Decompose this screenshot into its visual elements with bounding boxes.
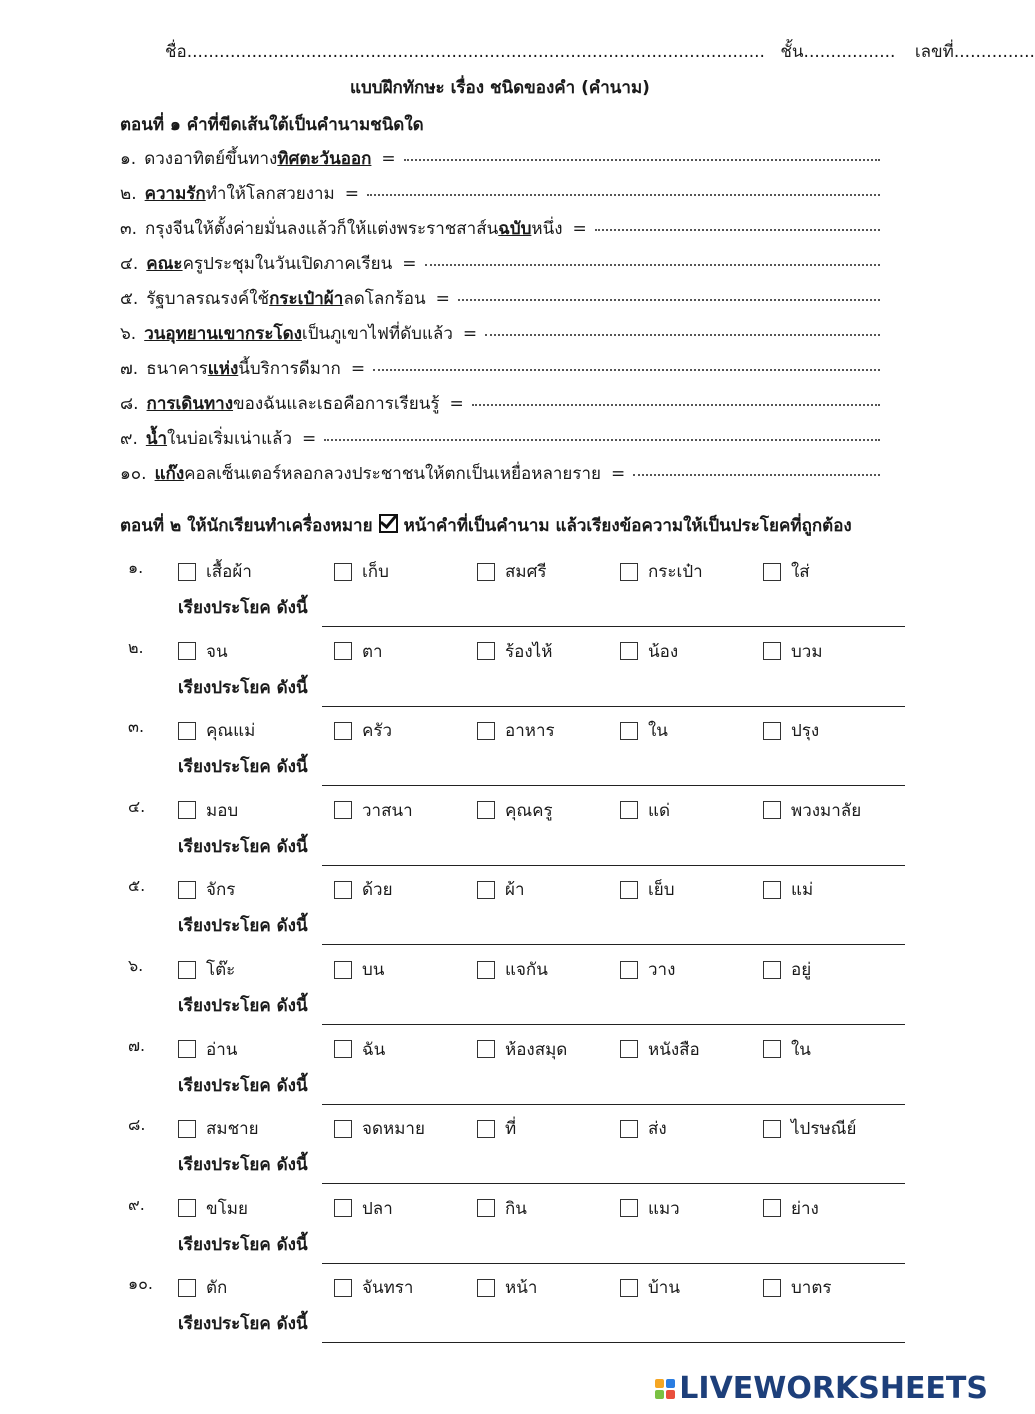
word-choice — [763, 717, 819, 744]
answer-dotted-line[interactable] — [324, 439, 880, 441]
sentence-answer-line[interactable] — [322, 706, 905, 707]
answer-dotted-line[interactable] — [425, 264, 881, 266]
word-label: ด้วย — [362, 880, 393, 901]
arrange-sentence-label: เรียงประโยค ดังนี้ — [178, 1075, 308, 1096]
word-label: บ้าน — [648, 1278, 680, 1299]
question-text-after: คอลเซ็นเตอร์หลอกลวงประชาชนให้ตกเป็นเหยื่อหลายราย — [184, 464, 602, 484]
question-text-after: ของฉันและเธอคือการเรียนรู้ — [233, 394, 440, 414]
word-choice — [620, 876, 675, 903]
checkbox[interactable] — [620, 1120, 638, 1138]
part2-item — [120, 874, 900, 954]
checkbox[interactable] — [477, 642, 495, 660]
answer-dotted-line[interactable] — [373, 369, 880, 371]
part1-heading: ตอนที่ ๑ คำที่ขีดเส้นใต้เป็นคำนามชนิดใด — [120, 115, 424, 135]
word-label: สมศรี — [505, 562, 547, 582]
word-label: ย่าง — [791, 1198, 819, 1219]
checkbox[interactable] — [763, 881, 781, 899]
arrange-sentence-label: เรียงประโยค ดังนี้ — [178, 916, 308, 937]
question-number: ๖. — [120, 324, 137, 344]
word-choice — [763, 1036, 811, 1063]
checkbox[interactable] — [178, 563, 196, 581]
word-label: ใน — [648, 721, 668, 742]
checkbox[interactable] — [477, 1279, 495, 1297]
word-label: น้อง — [648, 641, 679, 662]
word-choice — [620, 956, 675, 983]
question-number: ๘. — [120, 394, 139, 414]
part2-item — [120, 795, 900, 875]
word-choice — [178, 638, 228, 665]
question-text-after: นี้บริการดีมาก — [238, 359, 341, 379]
arrange-sentence-label: เรียงประโยค ดังนี้ — [178, 1155, 308, 1176]
question-text-before: กรุงจีนให้ตั้งค่ายมั่นลงแล้วก็ให้แต่งพระราชสาส์น — [145, 219, 499, 239]
logo-text: LIVEWORKSHEETS — [679, 1371, 988, 1406]
item-number: ๖. — [128, 956, 144, 975]
answer-dotted-line[interactable] — [458, 299, 880, 301]
checkbox[interactable] — [477, 722, 495, 740]
part2-item — [120, 556, 900, 636]
checkbox[interactable] — [477, 1199, 495, 1217]
checkbox[interactable] — [763, 722, 781, 740]
sentence-answer-line[interactable] — [322, 1024, 905, 1025]
question-underlined-word: กระเป๋าผ้า — [269, 289, 344, 309]
sentence-answer-line[interactable] — [322, 785, 905, 786]
liveworksheets-logo — [655, 1371, 988, 1406]
question-number: ๑. — [120, 149, 137, 169]
word-choice — [620, 1115, 667, 1142]
word-choice — [620, 638, 678, 665]
arrange-sentence-label: เรียงประโยค ดังนี้ — [178, 996, 308, 1016]
word-choice — [620, 1195, 680, 1222]
word-label: โต๊ะ — [206, 960, 236, 980]
word-choice — [620, 797, 670, 824]
question-text-after: เป็นภูเขาไฟที่ดับแล้ว — [301, 324, 453, 344]
word-choice — [763, 876, 813, 903]
word-label: บวม — [791, 641, 823, 662]
checkbox[interactable] — [763, 1120, 781, 1138]
word-choice — [334, 558, 389, 585]
question-underlined-word: ฉบับ — [498, 219, 532, 239]
checkbox[interactable] — [178, 642, 196, 660]
word-choice — [334, 1115, 425, 1142]
checkbox[interactable] — [334, 961, 352, 979]
part1-question — [120, 215, 880, 242]
word-label: ใส่ — [791, 562, 810, 582]
question-number: ๔. — [120, 254, 139, 274]
checkbox[interactable] — [334, 881, 352, 899]
word-label: เก็บ — [362, 562, 389, 582]
word-label: ปรุง — [791, 721, 820, 742]
item-number: ๒. — [128, 637, 144, 657]
word-choice — [334, 876, 393, 903]
part2-heading-after: หน้าคำที่เป็นคำนาม แล้วเรียงข้อความให้เป็นประโยคที่ถูกต้อง — [403, 516, 852, 536]
word-label: สมชาย — [206, 1119, 259, 1140]
question-underlined-word: ความรัก — [144, 184, 206, 204]
word-label: บาตร — [791, 1278, 832, 1299]
checkbox[interactable] — [334, 642, 352, 660]
word-choice — [763, 956, 811, 983]
checkbox[interactable] — [620, 722, 638, 740]
checkbox[interactable] — [763, 961, 781, 979]
word-choice — [763, 638, 823, 665]
part2-item — [120, 1034, 900, 1114]
arrange-sentence-label: เรียงประโยค ดังนี้ — [178, 677, 308, 698]
question-text-after: ครูประชุมในวันเปิดภาคเรียน — [182, 254, 393, 274]
word-choice — [178, 558, 252, 585]
item-number: ๔. — [128, 796, 146, 816]
word-choice — [477, 1274, 537, 1301]
word-label: บน — [362, 960, 385, 980]
word-choice — [477, 797, 553, 824]
part2-item — [120, 954, 900, 1034]
item-number: ๕. — [128, 876, 146, 896]
word-choice — [477, 558, 547, 585]
checkbox[interactable] — [477, 563, 495, 581]
word-choice — [763, 558, 810, 585]
question-text-before: รัฐบาลรณรงค์ใช้ — [146, 289, 270, 309]
word-label: คุณครู — [505, 800, 553, 821]
part2-heading — [120, 512, 852, 539]
word-label: แจกัน — [505, 960, 548, 980]
checkbox[interactable] — [620, 801, 638, 819]
question-number: ๑๐. — [120, 464, 147, 484]
word-label: ส่ง — [648, 1119, 667, 1140]
word-choice — [763, 1195, 819, 1222]
question-underlined-word: การเดินทาง — [146, 394, 234, 414]
word-choice — [620, 558, 703, 585]
equals-sign: = — [572, 219, 587, 239]
checkbox[interactable] — [334, 801, 352, 819]
part2-item — [120, 1193, 900, 1273]
word-choice — [178, 1036, 237, 1063]
word-choice — [477, 1195, 527, 1222]
checkbox[interactable] — [477, 961, 495, 979]
word-choice — [477, 1115, 516, 1142]
checkbox[interactable] — [178, 961, 196, 979]
question-text-after: ลดโลกร้อน — [343, 289, 426, 309]
arrange-sentence-label: เรียงประโยค ดังนี้ — [178, 1234, 308, 1255]
checkbox[interactable] — [620, 1040, 638, 1058]
checkbox[interactable] — [620, 563, 638, 581]
word-label: ร้องไห้ — [505, 641, 553, 662]
checkbox[interactable] — [763, 801, 781, 819]
checkbox[interactable] — [763, 1040, 781, 1058]
question-underlined-word: วนอุทยานเขากระโดง — [144, 324, 302, 344]
checkbox[interactable] — [178, 1040, 196, 1058]
word-label: ฉัน — [362, 1039, 386, 1060]
equals-sign: = — [402, 254, 417, 274]
word-label: วาสนา — [362, 800, 413, 821]
checkmark-box-icon — [379, 514, 398, 533]
checkbox[interactable] — [178, 722, 196, 740]
checkbox[interactable] — [334, 1120, 352, 1138]
arrange-sentence-label: เรียงประโยค ดังนี้ — [178, 757, 308, 778]
question-underlined-word: น้ำ — [145, 429, 168, 449]
part2-item — [120, 715, 900, 795]
word-label: ผ้า — [505, 880, 525, 901]
word-label: หนังสือ — [648, 1039, 700, 1060]
question-number: ๗. — [120, 359, 139, 379]
word-choice — [178, 1195, 248, 1222]
checkbox[interactable] — [763, 642, 781, 660]
equals-sign: = — [381, 149, 396, 169]
sentence-answer-line[interactable] — [322, 1183, 905, 1184]
word-label: พวงมาลัย — [791, 800, 862, 821]
number-field-label[interactable]: เลขที่............... — [914, 42, 1035, 62]
answer-dotted-line[interactable] — [595, 229, 880, 231]
part2-heading-before: ตอนที่ ๒ ให้นักเรียนทำเครื่องหมาย — [120, 516, 373, 536]
equals-sign: = — [302, 429, 317, 449]
word-choice — [763, 1115, 856, 1142]
equals-sign: = — [435, 289, 450, 309]
word-label: คุณแม่ — [206, 721, 256, 742]
checkbox[interactable] — [334, 1040, 352, 1058]
checkbox[interactable] — [178, 1120, 196, 1138]
word-label: อาหาร — [505, 721, 555, 742]
word-label: ไปรษณีย์ — [791, 1119, 857, 1140]
word-label: ตา — [362, 641, 383, 662]
word-choice — [477, 956, 548, 983]
question-text-before: ธนาคาร — [146, 359, 208, 379]
word-label: แม่ — [791, 880, 814, 901]
answer-dotted-line[interactable] — [633, 474, 880, 476]
answer-dotted-line[interactable] — [404, 159, 880, 161]
arrange-sentence-label: เรียงประโยค ดังนี้ — [178, 836, 308, 857]
checkbox[interactable] — [334, 1279, 352, 1297]
word-label: ครัว — [362, 721, 393, 742]
equals-sign: = — [462, 324, 478, 344]
question-text-before: ดวงอาทิตย์ขึ้นทาง — [144, 149, 278, 169]
checkbox[interactable] — [334, 722, 352, 740]
question-number: ๕. — [120, 289, 139, 309]
word-choice — [763, 1274, 832, 1301]
sentence-answer-line[interactable] — [322, 944, 905, 945]
part1-question — [120, 320, 880, 347]
checkbox[interactable] — [178, 801, 196, 819]
word-label: มอบ — [206, 800, 239, 821]
item-number: ๑. — [128, 558, 144, 577]
question-underlined-word: ทิศตะวันออก — [277, 149, 372, 169]
class-field-label[interactable]: ชั้น................. — [780, 42, 896, 62]
item-number: ๓. — [128, 717, 145, 737]
word-choice — [620, 1274, 680, 1301]
word-label: ขโมย — [206, 1198, 248, 1219]
word-choice — [477, 1036, 567, 1063]
question-underlined-word: แก๊ง — [154, 464, 185, 484]
sentence-answer-line[interactable] — [322, 1104, 905, 1105]
equals-sign: = — [350, 359, 366, 379]
word-choice — [334, 1274, 413, 1301]
sentence-answer-line[interactable] — [322, 626, 905, 627]
word-label: จักร — [206, 880, 236, 901]
question-text-after: ในบ่อเริ่มเน่าแล้ว — [167, 429, 292, 449]
question-number: ๒. — [120, 184, 137, 204]
checkbox[interactable] — [477, 881, 495, 899]
word-label: กระเป๋า — [648, 562, 703, 582]
item-number: ๑๐. — [128, 1274, 154, 1294]
item-number: ๗. — [128, 1035, 146, 1055]
word-choice — [334, 1195, 393, 1222]
name-field-label[interactable]: ชื่อ........................................................................................................... — [165, 42, 765, 62]
item-number: ๙. — [128, 1194, 145, 1214]
part1-question — [120, 145, 880, 172]
part2-item — [120, 1113, 900, 1193]
logo-mark-icon — [655, 1379, 675, 1399]
checkbox[interactable] — [178, 881, 196, 899]
part2-item — [120, 1272, 900, 1352]
word-choice — [477, 717, 555, 744]
word-choice — [763, 797, 861, 824]
word-choice — [178, 717, 255, 744]
equals-sign: = — [611, 464, 626, 484]
checkbox[interactable] — [334, 1199, 352, 1217]
word-choice — [178, 956, 235, 983]
part1-question — [120, 355, 880, 382]
word-label: แด่ — [648, 800, 670, 821]
answer-dotted-line[interactable] — [485, 334, 880, 336]
part2-item — [120, 636, 900, 716]
word-choice — [334, 638, 383, 665]
word-choice — [334, 797, 413, 824]
student-info-header — [165, 38, 1035, 65]
checkbox[interactable] — [620, 961, 638, 979]
checkbox[interactable] — [620, 1279, 638, 1297]
word-label: ที่ — [505, 1119, 517, 1140]
worksheet-title: แบบฝึกทักษะ เรื่อง ชนิดของคำ (คำนาม) — [350, 78, 650, 98]
item-number: ๘. — [128, 1115, 146, 1135]
part1-question — [120, 425, 880, 452]
checkbox[interactable] — [178, 1199, 196, 1217]
checkbox[interactable] — [178, 1279, 196, 1297]
sentence-answer-line[interactable] — [322, 865, 905, 866]
word-label: เสื้อผ้า — [206, 562, 252, 582]
word-label: กิน — [505, 1198, 527, 1219]
checkbox[interactable] — [620, 642, 638, 660]
checkbox[interactable] — [477, 1040, 495, 1058]
word-label: แมว — [648, 1198, 680, 1219]
arrange-sentence-label: เรียงประโยค ดังนี้ — [178, 598, 308, 618]
answer-dotted-line[interactable] — [472, 404, 880, 406]
checkbox[interactable] — [334, 563, 352, 581]
question-number: ๓. — [120, 219, 138, 239]
equals-sign: = — [344, 184, 360, 204]
word-choice — [178, 797, 238, 824]
checkbox[interactable] — [477, 1120, 495, 1138]
question-underlined-word: แห่ง — [207, 359, 239, 379]
word-label: อยู่ — [791, 960, 812, 980]
word-label: เย็บ — [648, 880, 675, 901]
word-label: หน้า — [505, 1278, 538, 1299]
word-label: จันทรา — [362, 1278, 414, 1299]
part1-question — [120, 390, 880, 417]
word-choice — [477, 638, 552, 665]
checkbox[interactable] — [763, 1199, 781, 1217]
question-text-after: ทำให้โลกสวยงาม — [205, 184, 335, 204]
answer-dotted-line[interactable] — [367, 194, 880, 196]
word-choice — [178, 1274, 227, 1301]
arrange-sentence-label: เรียงประโยค ดังนี้ — [178, 1314, 308, 1335]
word-label: ตัก — [206, 1278, 228, 1299]
word-label: ปลา — [362, 1198, 393, 1219]
part1-question — [120, 460, 880, 487]
word-choice — [620, 1036, 700, 1063]
part1-question — [120, 285, 880, 312]
word-choice — [334, 956, 384, 983]
word-label: ใน — [791, 1039, 811, 1060]
word-label: จดหมาย — [362, 1119, 425, 1140]
part1-question — [120, 180, 880, 207]
question-text-after: หนึ่ง — [531, 219, 563, 239]
sentence-answer-line[interactable] — [322, 1263, 905, 1264]
word-choice — [178, 876, 235, 903]
word-choice — [334, 1036, 385, 1063]
word-label: ห้องสมุด — [505, 1039, 568, 1060]
question-underlined-word: คณะ — [146, 254, 183, 274]
checkbox[interactable] — [763, 1279, 781, 1297]
sentence-answer-line[interactable] — [322, 1342, 905, 1343]
question-number: ๙. — [120, 429, 138, 449]
word-choice — [334, 717, 392, 744]
checkbox[interactable] — [620, 881, 638, 899]
equals-sign: = — [449, 394, 464, 414]
checkbox[interactable] — [763, 563, 781, 581]
checkbox[interactable] — [477, 801, 495, 819]
part1-question — [120, 250, 880, 277]
word-choice — [178, 1115, 259, 1142]
checkbox[interactable] — [620, 1199, 638, 1217]
word-label: จน — [206, 641, 228, 662]
word-label: วาง — [648, 960, 676, 980]
word-choice — [477, 876, 525, 903]
word-label: อ่าน — [206, 1039, 238, 1060]
word-choice — [620, 717, 668, 744]
